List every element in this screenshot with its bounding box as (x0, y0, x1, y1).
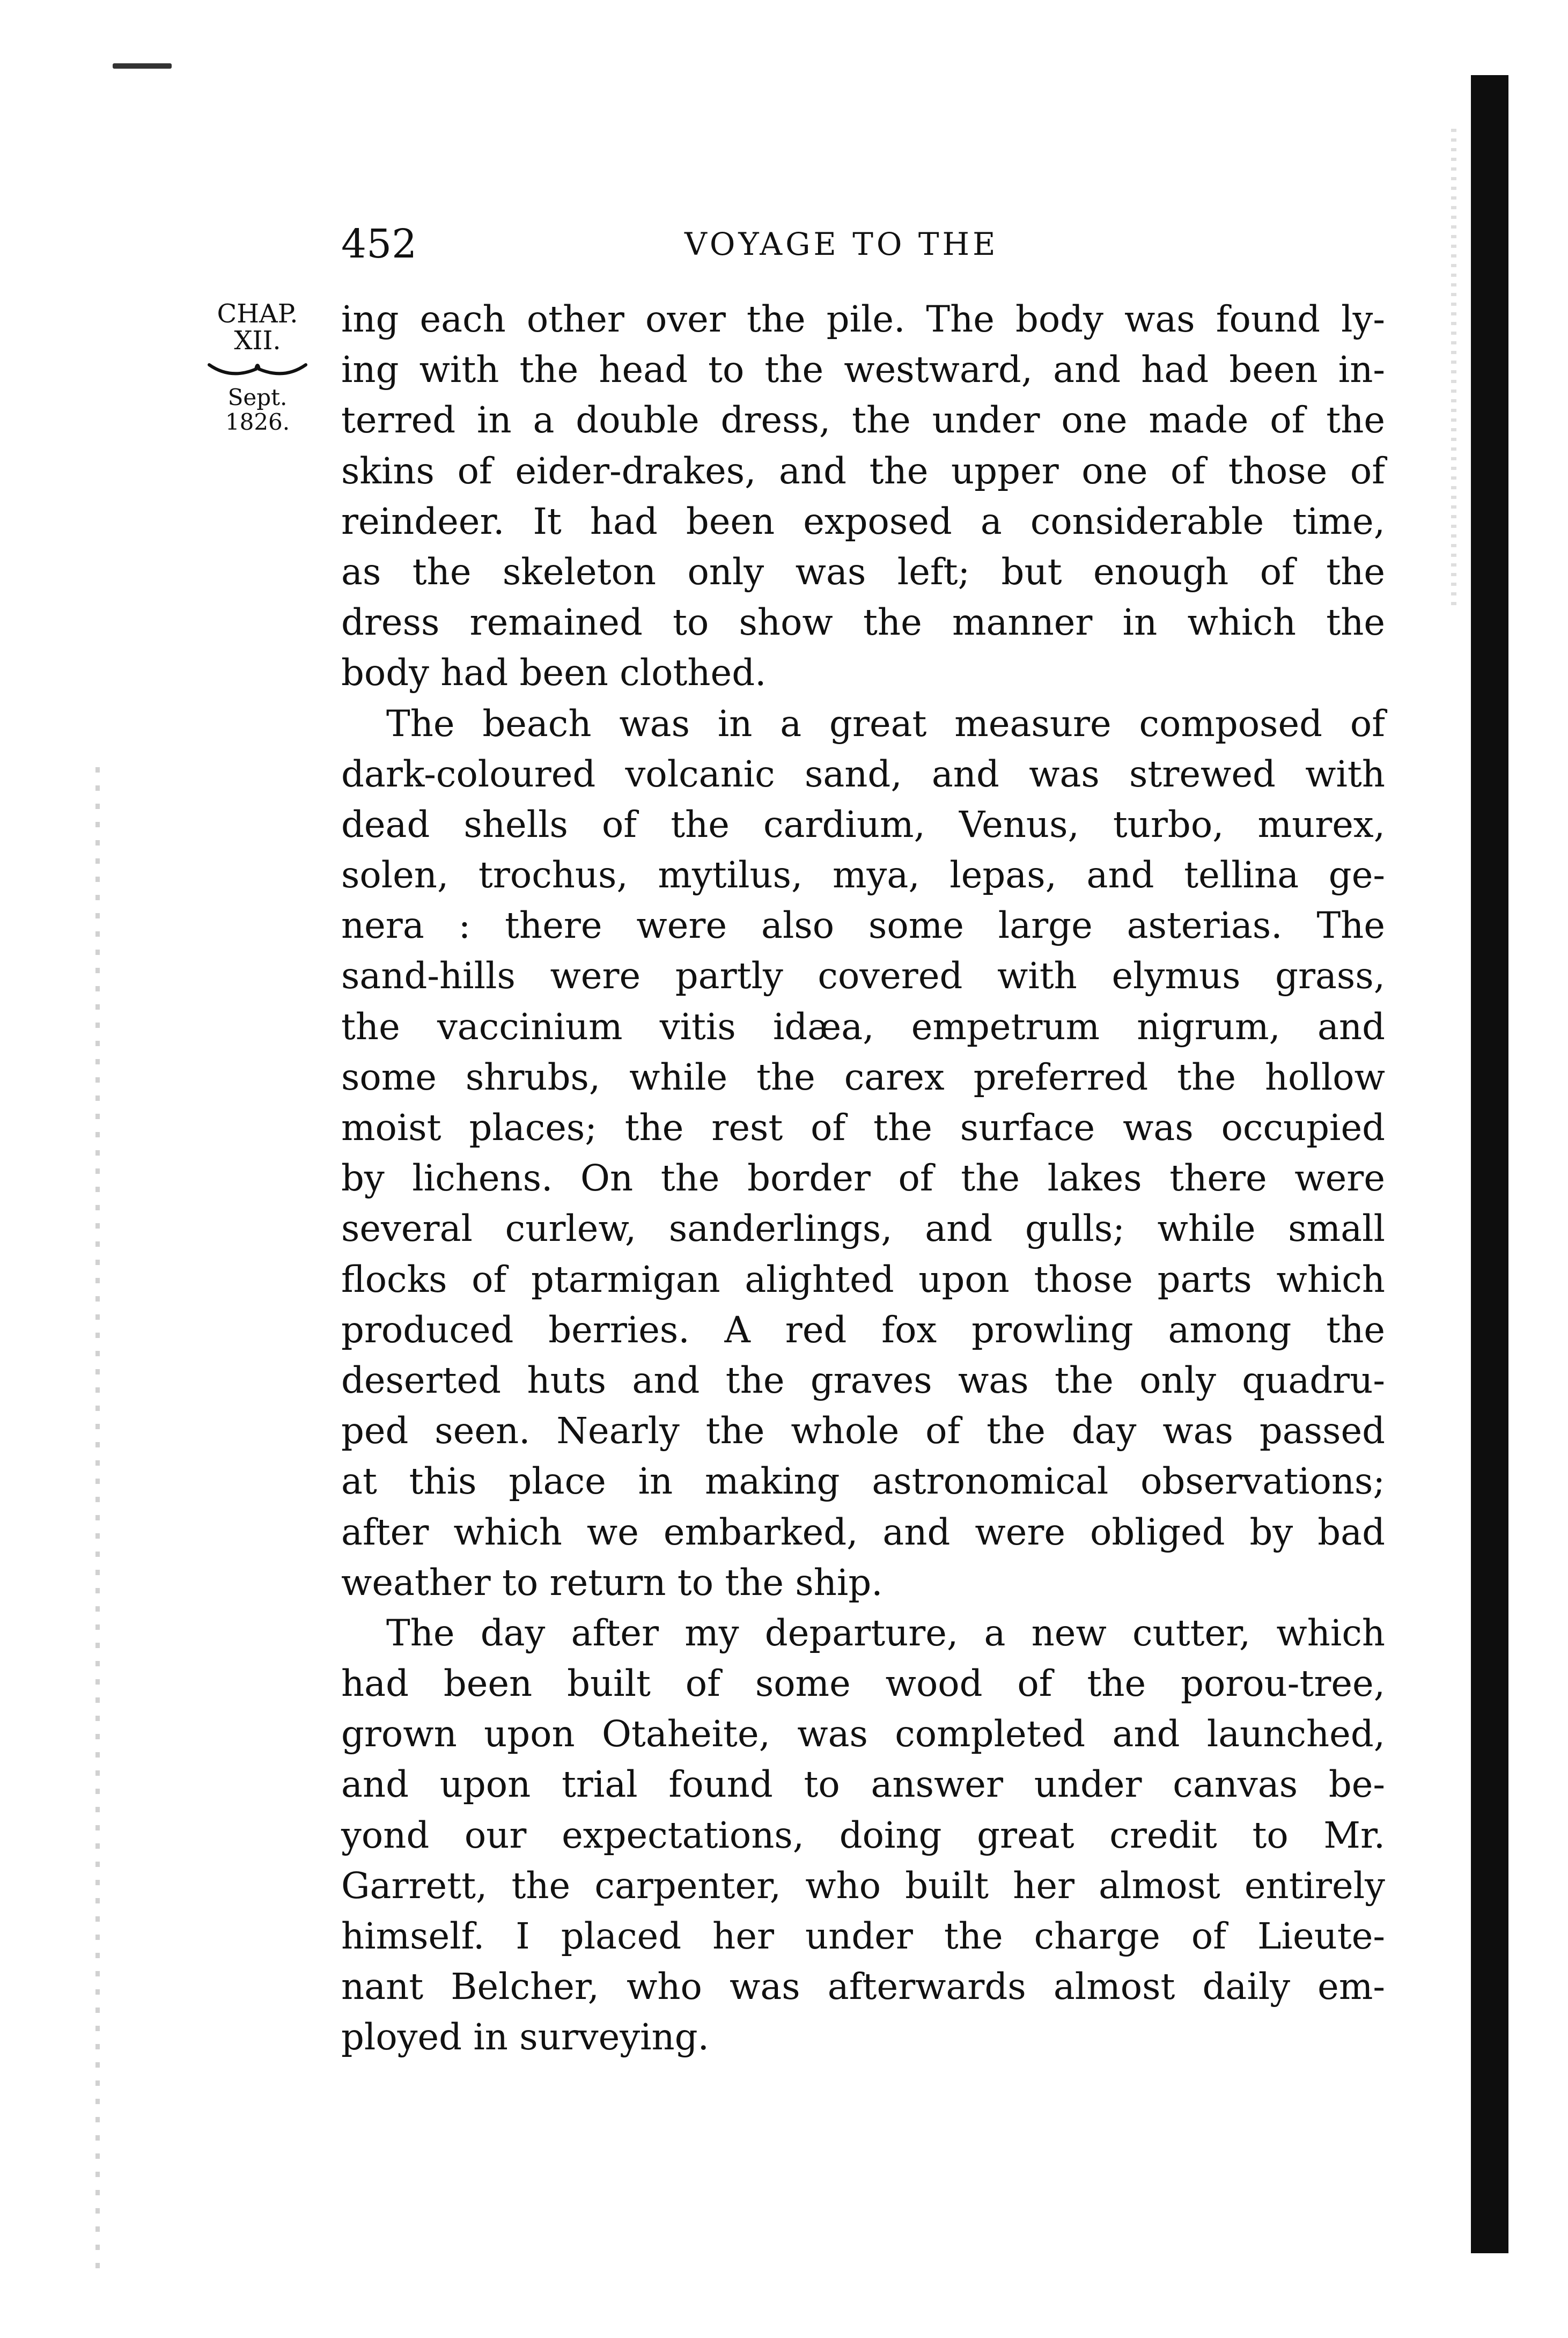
text-line: The beach was in a great measure composed of (386, 702, 1385, 745)
scan-binding-shadow (1471, 75, 1508, 2253)
text-line: Garrett, the carpenter, who built her almost entirely (341, 1864, 1385, 1907)
text-line: terred in a double dress, the under one made of the (341, 399, 1385, 442)
paragraph (341, 1608, 1385, 2063)
text-line: produced berries. A red fox prowling among the (341, 1308, 1385, 1351)
body-text (341, 294, 1385, 2063)
text-line: nant Belcher, who was afterwards almost daily em- (341, 1966, 1385, 2008)
paragraph (341, 699, 1385, 1608)
scan-edge-noise-left (95, 767, 100, 2269)
text-line: The day after my departure, a new cutter, which (386, 1612, 1385, 1654)
text-line: himself. I placed her under the charge of Lieute- (341, 1915, 1385, 1957)
scan-edge-noise (1451, 129, 1456, 612)
text-line: sand-hills were partly covered with elymus grass, (341, 955, 1385, 997)
text-line: some shrubs, while the carex preferred the hollow (341, 1056, 1385, 1098)
text-line: as the skeleton only was left; but enough of the (341, 550, 1385, 593)
text-line: weather to return to the ship. (341, 1561, 883, 1604)
text-line: ployed in surveying. (341, 2016, 709, 2058)
text-line: grown upon Otaheite, was completed and launched, (341, 1713, 1385, 1755)
scan-mark (113, 63, 172, 69)
text-line: at this place in making astronomical observations; (341, 1460, 1385, 1503)
text-line: deserted huts and the graves was the only quadru- (341, 1359, 1385, 1401)
text-line: ing each other over the pile. The body was found ly- (341, 298, 1385, 340)
text-line: dark-coloured volcanic sand, and was strewed with (341, 753, 1385, 795)
margin-note (196, 300, 319, 435)
text-line: skins of eider-drakes, and the upper one of those of (341, 450, 1385, 492)
running-title: VOYAGE TO THE (684, 226, 999, 262)
text-line: dead shells of the cardium, Venus, turbo, murex, (341, 803, 1385, 845)
text-line: solen, trochus, mytilus, mya, lepas, and tellina ge- (341, 854, 1385, 896)
text-line: moist places; the rest of the surface was occupied (341, 1107, 1385, 1149)
text-line: reindeer. It had been exposed a considerable time, (341, 500, 1385, 542)
text-line: yond our expectations, doing great credit to Mr. (341, 1814, 1385, 1856)
text-line: after which we embarked, and were obliged by bad (341, 1511, 1385, 1553)
flourish-ornament-icon (207, 358, 308, 380)
text-line: ing with the head to the westward, and had been in- (341, 349, 1385, 391)
text-line: body had been clothed. (341, 652, 767, 694)
margin-month: Sept. (227, 384, 288, 410)
text-line: the vaccinium vitis idæa, empetrum nigrum, and (341, 1005, 1385, 1048)
text-line: flocks of ptarmigan alighted upon those parts which (341, 1258, 1385, 1300)
margin-year: 1826. (225, 409, 290, 435)
text-line: by lichens. On the border of the lakes there were (341, 1157, 1385, 1200)
margin-chapter-number: XII. (234, 326, 281, 356)
text-line: ped seen. Nearly the whole of the day was passed (341, 1410, 1385, 1452)
text-line: dress remained to show the manner in which the (341, 601, 1385, 644)
page-number: 452 (341, 221, 417, 267)
text-line: had been built of some wood of the porou-tree, (341, 1663, 1385, 1705)
margin-chapter-label: CHAP. (217, 299, 298, 329)
text-line: several curlew, sanderlings, and gulls; while small (341, 1208, 1385, 1250)
text-line: and upon trial found to answer under canvas be- (341, 1763, 1385, 1806)
running-header (341, 217, 1382, 271)
paragraph (341, 294, 1385, 699)
text-line: nera : there were also some large asterias. The (341, 905, 1385, 947)
